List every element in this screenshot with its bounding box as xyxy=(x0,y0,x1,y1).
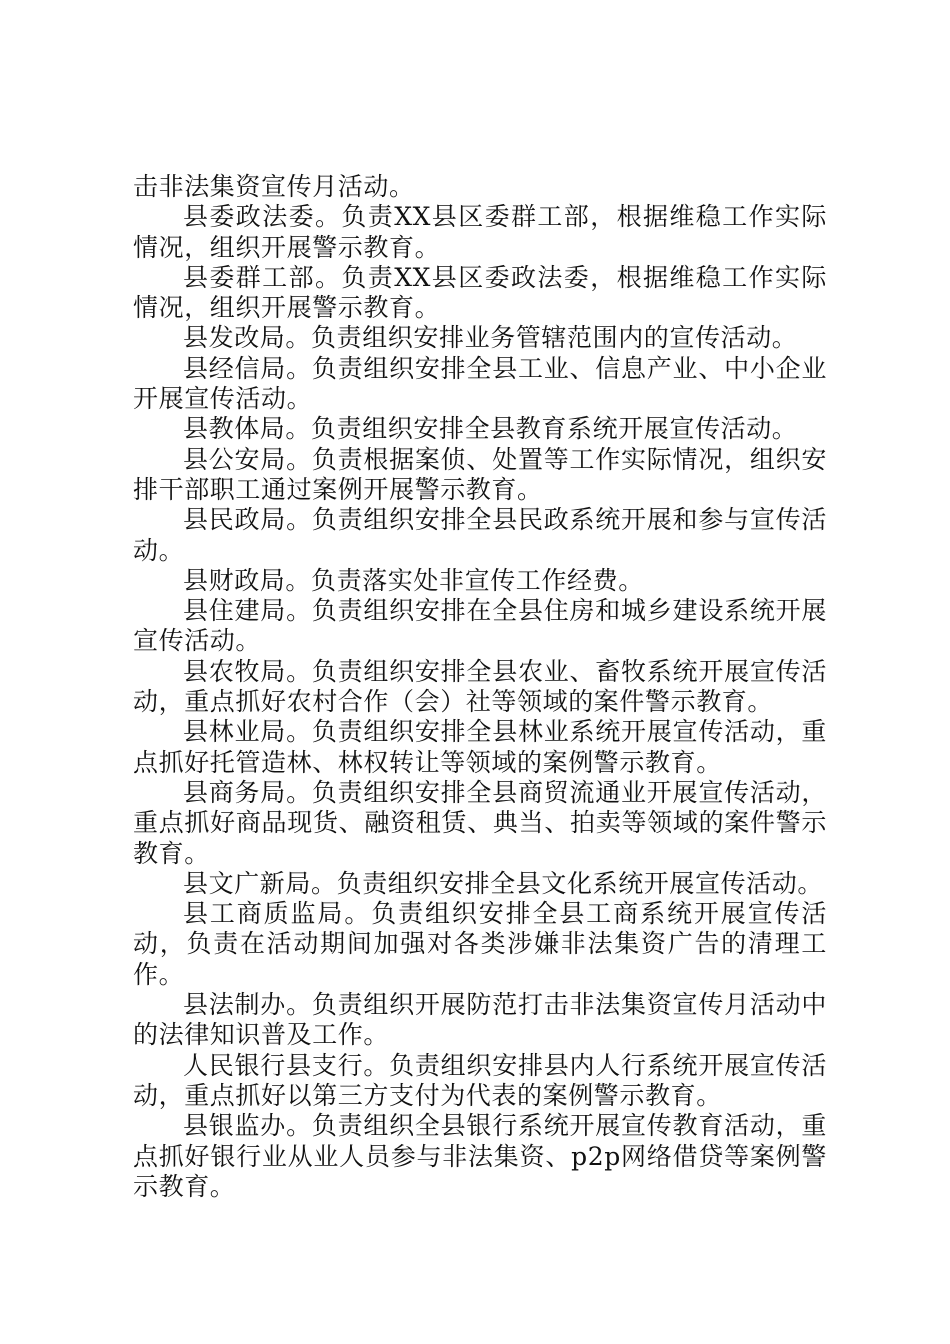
paragraph-public-security-bureau: 县公安局。负责根据案侦、处置等工作实际情况，组织安排干部职工通过案例开展警示教育。 xyxy=(133,444,827,504)
paragraph-culture-media-bureau: 县文广新局。负责组织安排全县文化系统开展宣传活动。 xyxy=(183,868,824,898)
paragraph-industry-commerce-bureau: 县工商质监局。负责组织安排全县工商系统开展宣传活动，负责在活动期间加强对各类涉嫌非法集资广告的清理工作。 xyxy=(133,899,827,989)
paragraph-finance-bureau: 县财政局。负责落实处非宣传工作经费。 xyxy=(183,565,644,595)
paragraph-agriculture-animal-bureau: 县农牧局。负责组织安排全县农业、畜牧系统开展宣传活动，重点抓好农村合作（会）社等领域的案件警示教育。 xyxy=(133,656,827,717)
paragraph-commerce-bureau: 县商务局。负责组织安排全县商贸流通业开展宣传活动，重点抓好商品现货、融资租赁、典当、拍卖等领域的案件警示教育。 xyxy=(133,777,827,868)
paragraph-housing-construction-bureau: 县住建局。负责组织安排在全县住房和城乡建设系统开展宣传活动。 xyxy=(133,596,827,656)
paragraph-forestry-bureau: 县林业局。负责组织安排全县林业系统开展宣传活动，重点抓好托管造林、林权转让等领域的案例警示教育。 xyxy=(133,717,827,777)
paragraph-development-reform-bureau: 县发改局。负责组织安排业务管辖范围内的宣传活动。 xyxy=(183,323,798,353)
paragraph-mass-work-department: 县委群工部。负责XX县区委政法委，根据维稳工作实际情况，组织开展警示教育。 xyxy=(133,262,827,323)
paragraph-legal-affairs-office: 县法制办。负责组织开展防范打击非法集资宣传月活动中的法律知识普及工作。 xyxy=(133,990,827,1050)
paragraph-civil-affairs-bureau: 县民政局。负责组织安排全县民政系统开展和参与宣传活动。 xyxy=(133,505,827,565)
paragraph-banking-regulatory-office: 县银监办。负责组织全县银行系统开展宣传教育活动，重点抓好银行业从业人员参与非法集资、p2p网络借贷等案例警示教育。 xyxy=(133,1111,827,1201)
document-body xyxy=(133,172,827,1202)
paragraph-political-legal-committee: 县委政法委。负责XX县区委群工部，根据维稳工作实际情况，组织开展警示教育。 xyxy=(133,202,827,262)
paragraph-continuation: 击非法集资宣传月活动。 xyxy=(133,172,415,201)
paragraph-economy-information-bureau: 县经信局。负责组织安排全县工业、信息产业、中小企业开展宣传活动。 xyxy=(133,353,827,414)
paragraph-education-sports-bureau: 县教体局。负责组织安排全县教育系统开展宣传活动。 xyxy=(183,414,798,444)
paragraph-peoples-bank-branch: 人民银行县支行。负责组织安排县内人行系统开展宣传活动，重点抓好以第三方支付为代表的案例警示教育。 xyxy=(133,1050,827,1110)
